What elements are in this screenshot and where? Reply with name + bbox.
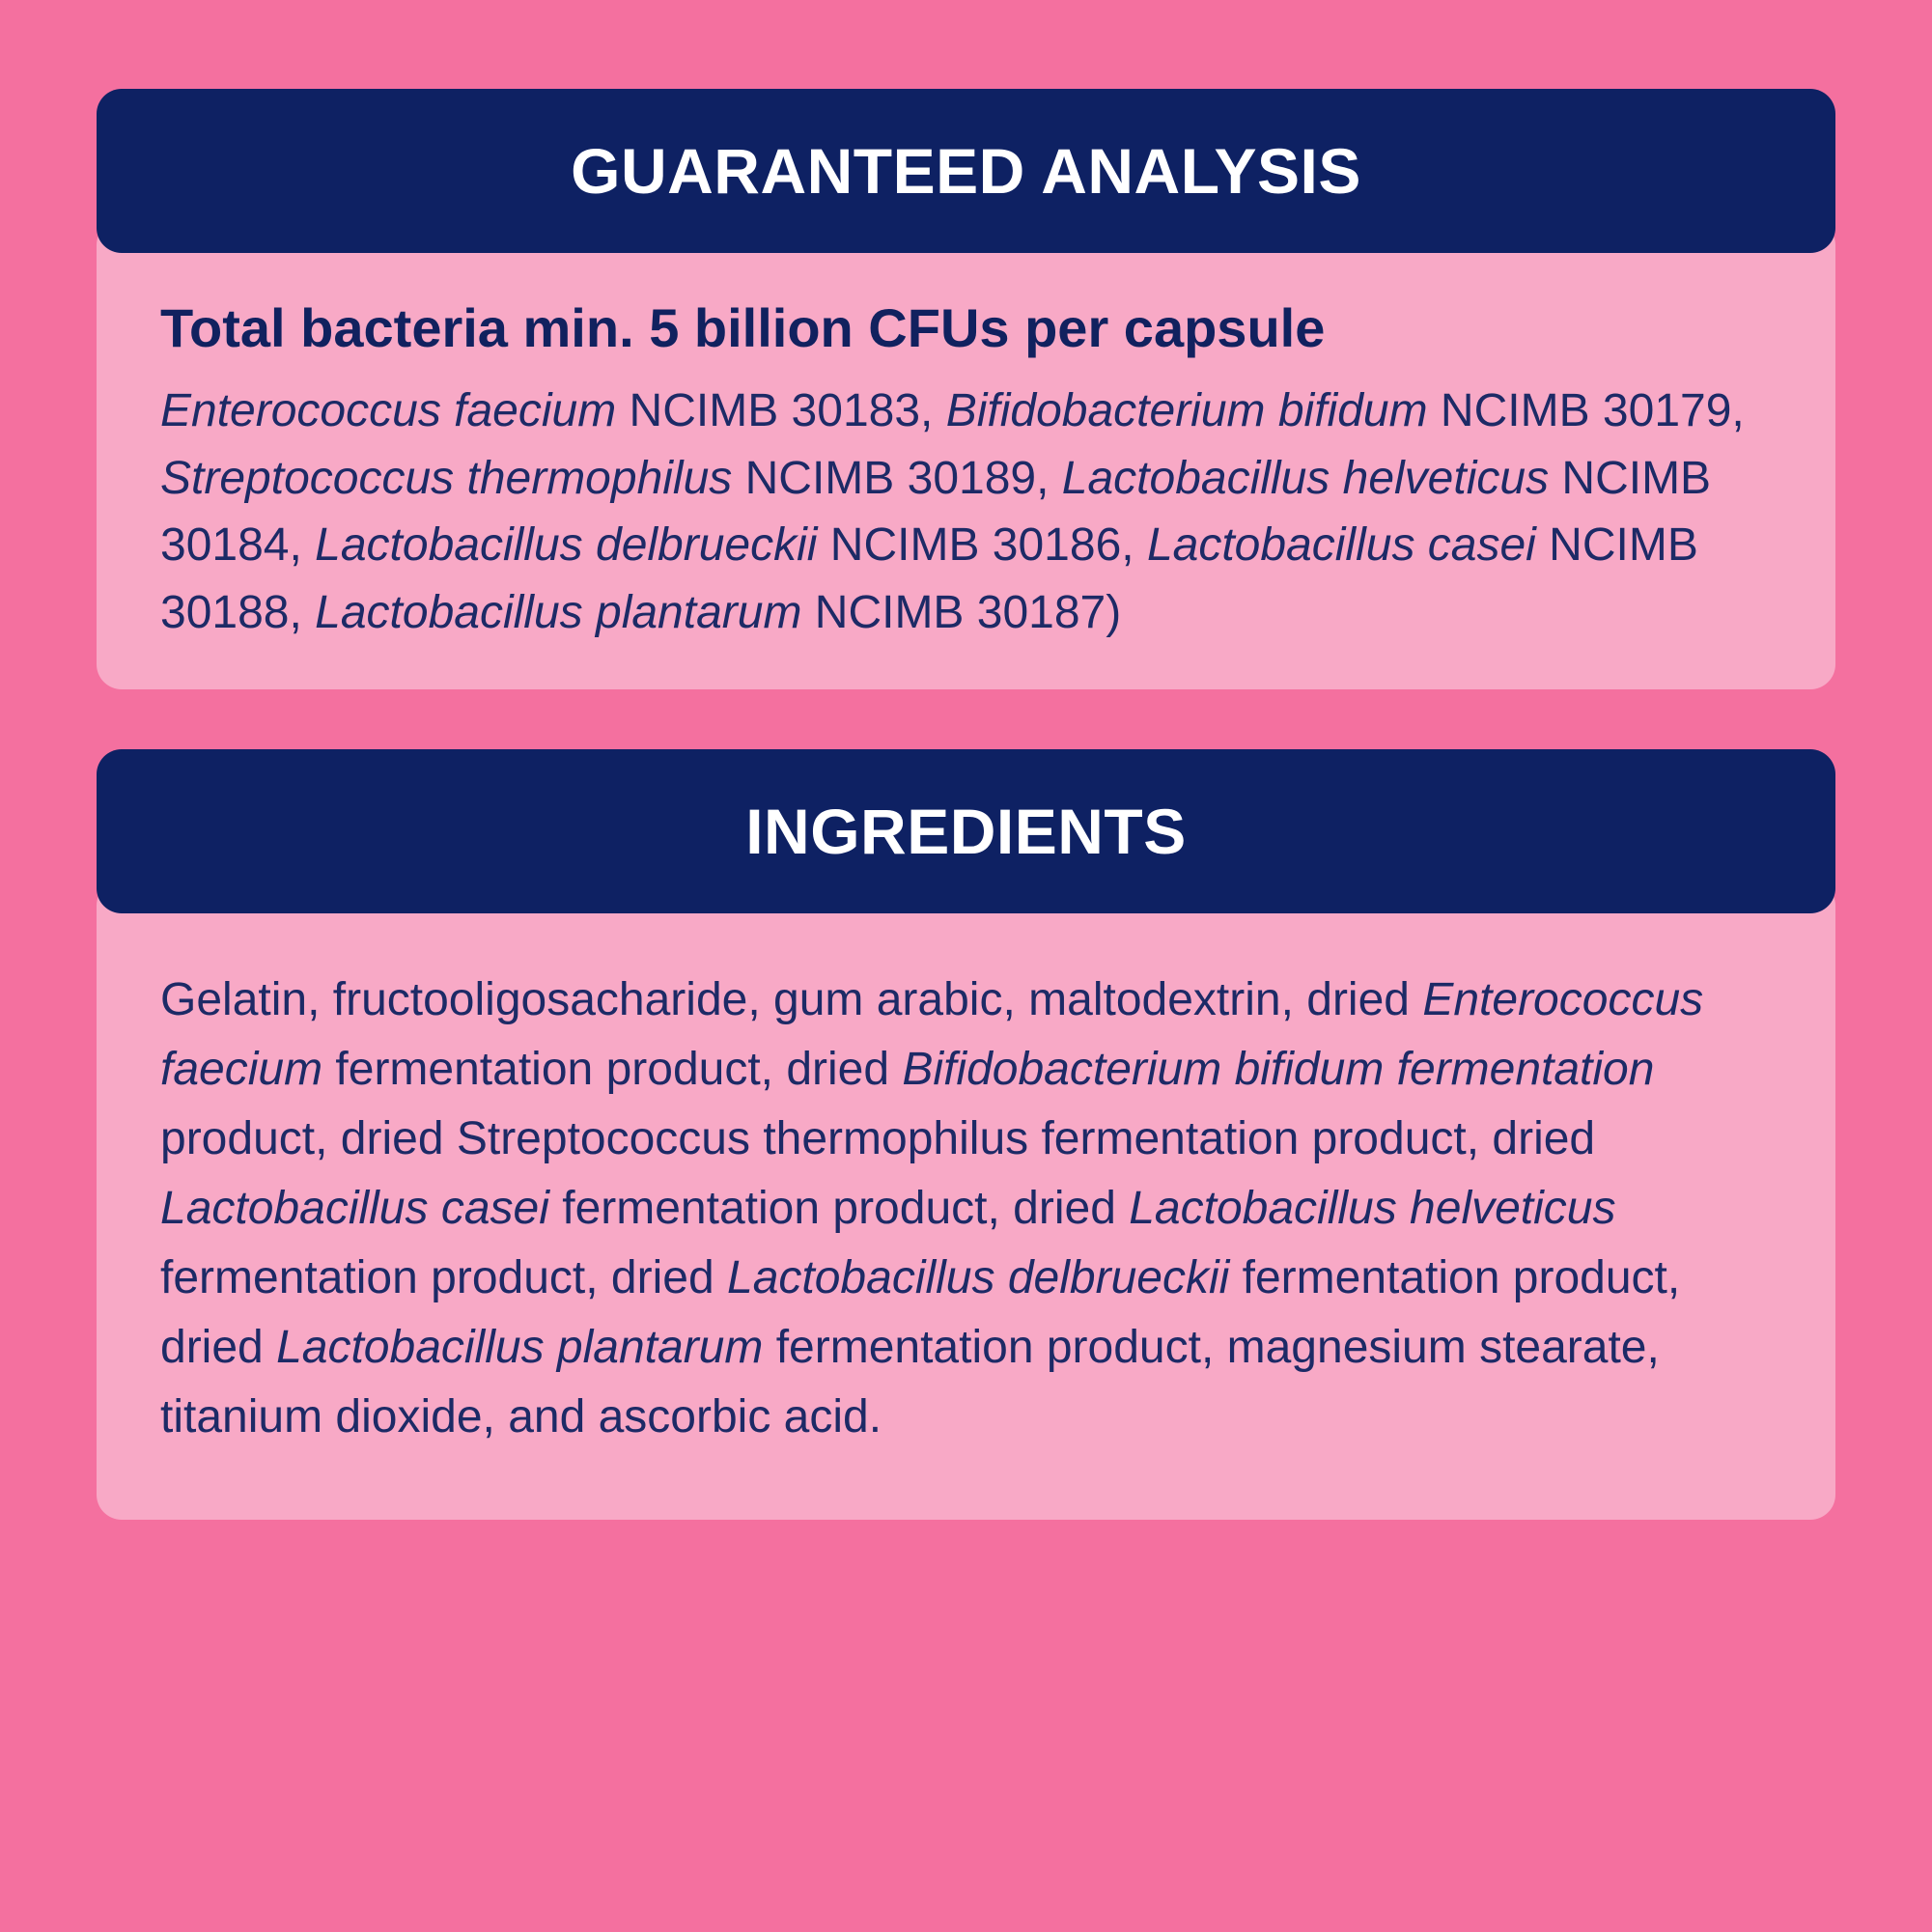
panel-spacer bbox=[97, 689, 1835, 749]
ingredients-header: INGREDIENTS bbox=[97, 749, 1835, 913]
strain-list-text: Enterococcus faecium NCIMB 30183, Bifidobacterium bifidum NCIMB 30179, Streptococcus thermophilus NCIMB 30189, Lactobacillus helveticus NCIMB 30184, Lactobacillus delbrueckii NCIMB 30186, Lactobacillus casei NCIMB 30188, Lactobacillus plantarum NCIMB 30187) bbox=[160, 385, 1745, 638]
ingredients-body bbox=[97, 881, 1835, 1520]
ingredients-text: Gelatin, fructooligosacharide, gum arabic, maltodextrin, dried Enterococcus faecium fermentation product, dried Bifidobacterium bifidum fermentation product, dried Streptococcus thermophilus fermentation product, dried Lactobacillus casei fermentation product, dried Lactobacillus helveticus fermentation product, dried Lactobacillus delbrueckii fermentation product, dried Lactobacillus plantarum fermentation product, magnesium stearate, titanium dioxide, and ascorbic acid. bbox=[160, 973, 1704, 1442]
guaranteed-analysis-panel bbox=[97, 89, 1835, 689]
ingredients-panel bbox=[97, 749, 1835, 1520]
guaranteed-analysis-body bbox=[97, 220, 1835, 689]
total-bacteria-title: Total bacteria min. 5 billion CFUs per capsule bbox=[160, 297, 1326, 358]
guaranteed-analysis-header: GUARANTEED ANALYSIS bbox=[97, 89, 1835, 253]
